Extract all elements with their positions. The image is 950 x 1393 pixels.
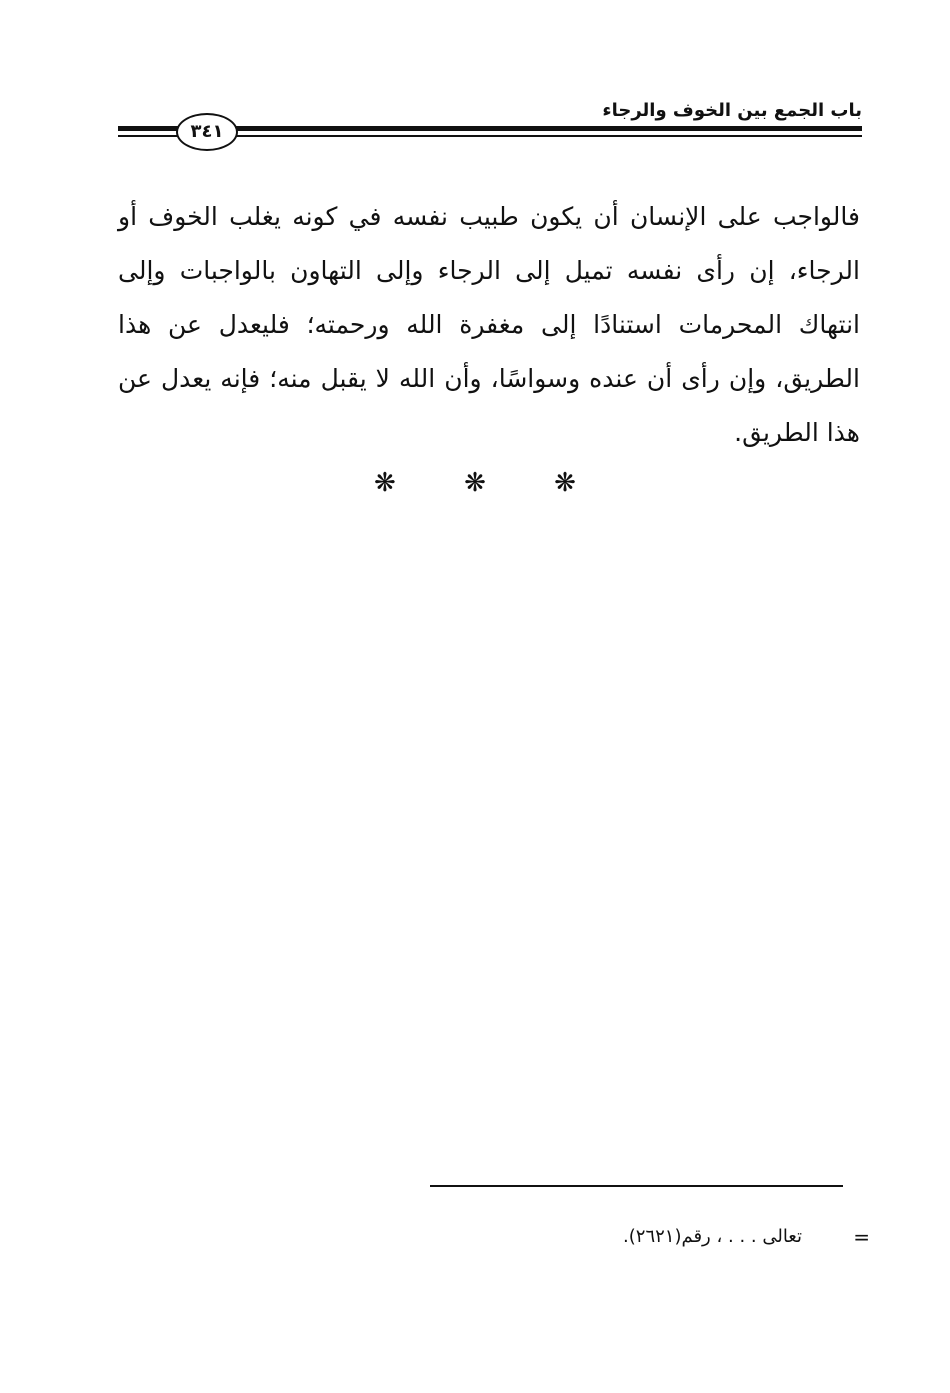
star-ornament-icon: ❋ [464,468,486,498]
page-number: ٣٤١ [176,113,238,151]
footnote-rule [430,1185,843,1187]
section-separator [0,466,950,500]
footnote-continuation-marker: = [853,1225,870,1249]
star-ornament-icon: ❋ [374,468,396,498]
star-ornament-icon: ❋ [554,468,576,498]
chapter-title: باب الجمع بين الخوف والرجاء [602,100,862,121]
footnote-text: تعالى . . . ، رقم(٢٦٢١). [623,1226,802,1247]
body-paragraph: فالواجب على الإنسان أن يكون طبيب نفسه في كونه يغلب الخوف أو الرجاء، إن رأى نفسه تميل إلى الرجاء وإلى التهاون بالواجبات وإلى انتهاك المحرمات استنادًا إلى مغفرة الله ورحمته؛ فليعدل عن هذا الطريق، وإن رأى أن عنده وسواسًا، وأن الله لا يقبل منه؛ فإنه يعدل عن هذا الطريق. [118,202,860,447]
